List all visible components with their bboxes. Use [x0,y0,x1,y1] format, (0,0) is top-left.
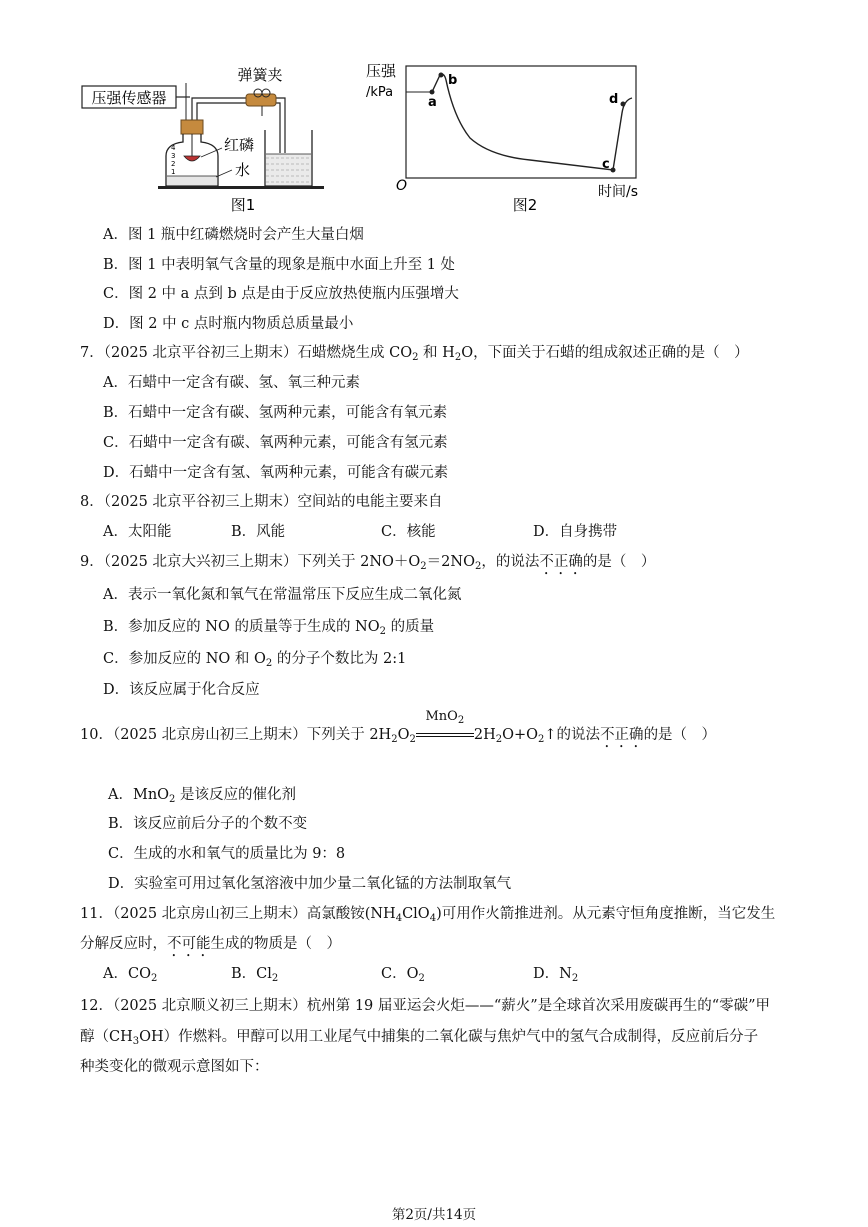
q12-stem-line1: 12．（2025 北京顺义初三上期末）杭州第 19 届亚运会火炬——“薪火”是全球首次采用废碳再生的“零碳”甲 [80,998,771,1014]
q12-stem-line3: 种类变化的微观示意图如下： [80,1059,269,1075]
q10-emphasis: 不正确 [600,727,644,743]
svg-text:2: 2 [171,160,176,168]
figure2-origin: O [396,178,408,194]
q7-option-a: A．石蜡中一定含有碳、氢、氧三种元素 [103,375,360,391]
q8-option-b: B．风能 [231,524,286,540]
q11-option-d: D．$N_2$ [533,966,579,984]
figure2-ylabel: 压强 [366,62,397,80]
point-a [430,90,435,95]
catalyst-arrow [416,709,474,737]
q11-option-a: A．$CO_2$ [103,966,158,984]
q10-option-b: B．该反应前后分子的个数不变 [108,816,308,832]
q7-stem: 7．（2025 北京平谷初三上期末）石蜡燃烧生成 $CO_2$ 和 $H_2O$，下面关于石蜡的组成叙述正确的是（ ） [80,345,749,363]
catalyst-label: MnO$_2$ [425,709,465,726]
pressure-sensor-label: 压强传感器 [91,89,167,107]
q6-option-d: D．图 2 中 c 点时瓶内物质总质量最小 [103,316,354,332]
q9-option-d: D．该反应属于化合反应 [103,682,260,698]
q8-option-a: A．太阳能 [103,524,172,540]
q8-option-c: C．核能 [381,524,436,540]
stopper [181,120,203,134]
figure2-xlabel: 时间/s [598,184,639,200]
q11-option-c: C．$O_2$ [381,966,425,984]
q8-stem: 8．（2025 北京平谷初三上期末）空间站的电能主要来自 [80,494,443,510]
figure2-pressure-graph [360,58,650,218]
q6-option-b: B．图 1 中表明氧气含量的现象是瓶中水面上升至 1 处 [103,257,456,273]
q11-stem-line2: 分解反应时，不可能生成的物质是（ ） [80,936,341,952]
q10-option-c: C．生成的水和氧气的质量比为 9：8 [108,846,346,862]
q8-option-d: D．自身携带 [533,524,618,540]
q10-stem: 10．（2025 北京房山初三上期末）下列关于 $2H_2O_2$ MnO$_2$ $2H_2O+O_2↑$的说法不正确的是（ ） [80,709,717,745]
q7-option-b: B．石蜡中一定含有碳、氢两种元素，可能含有氧元素 [103,405,448,421]
label-a: a [428,95,437,110]
q11-emphasis: 不可能 [167,936,211,952]
q6-option-c: C．图 2 中 a 点到 b 点是由于反应放热使瓶内压强增大 [103,286,459,302]
figure1-caption: 图1 [230,196,256,214]
figure2-caption: 图2 [512,196,538,214]
svg-text:1: 1 [171,168,176,176]
point-b [439,73,444,78]
red-phosphorus-label: 红磷 [224,136,255,154]
label-b: b [448,73,458,88]
label-d: d [609,92,619,107]
q10-option-a: A．MnO$_2$ 是该反应的催化剂 [108,787,297,805]
q11-stem: 11．（2025 北京房山初三上期末）高氯酸铵$(NH_4ClO_4)$可用作火箭推进剂。从元素守恒角度推断，当它发生 [80,906,776,924]
q7-option-d: D．石蜡中一定含有氢、氧两种元素，可能含有碳元素 [103,465,449,481]
q12-stem-line2: 醇$(CH_3OH)$作燃料。甲醇可以用工业尾气中捕集的二氧化碳与焦炉气中的氢气合成制得，反应前后分子 [80,1029,759,1047]
point-d [621,102,626,107]
clamp-label: 弹簧夹 [237,66,283,84]
svg-text:4: 4 [171,144,176,152]
base-plate [158,186,324,189]
combustion-spoon [184,156,200,161]
q9-option-a: A．表示一氧化氮和氧气在常温常压下反应生成二氧化氮 [103,587,462,603]
figure2-yunit: /kPa [366,85,394,100]
q7-option-c: C．石蜡中一定含有碳、氧两种元素，可能含有氢元素 [103,435,448,451]
q10-option-d: D．实验室可用过氧化氢溶液中加少量二氧化锰的方法制取氧气 [108,876,512,892]
point-c [611,168,616,173]
q11-option-b: B．$Cl_2$ [231,966,279,984]
label-c: c [602,157,610,172]
bottle-scale [171,144,176,176]
q6-option-a: A．图 1 瓶中红磷燃烧时会产生大量白烟 [103,227,364,243]
page-footer: 第2页/共14页 [391,1207,477,1223]
pressure-curve [432,74,632,170]
q9-option-c: C．参加反应的 NO 和 $O_2$ 的分子个数比为 2:1 [103,651,407,669]
water-label: 水 [235,161,251,179]
svg-text:3: 3 [171,152,176,160]
q9-stem: 9．（2025 北京大兴初三上期末）下列关于 $2NO+O_2=2NO_2$，的说法不正确的是（ ） [80,554,656,572]
figure1-apparatus [80,58,330,218]
spring-clamp-icon [246,89,276,116]
q9-emphasis: 不正确 [539,554,583,570]
q9-option-b: B．参加反应的 NO 的质量等于生成的 $NO_2$ 的质量 [103,619,435,637]
